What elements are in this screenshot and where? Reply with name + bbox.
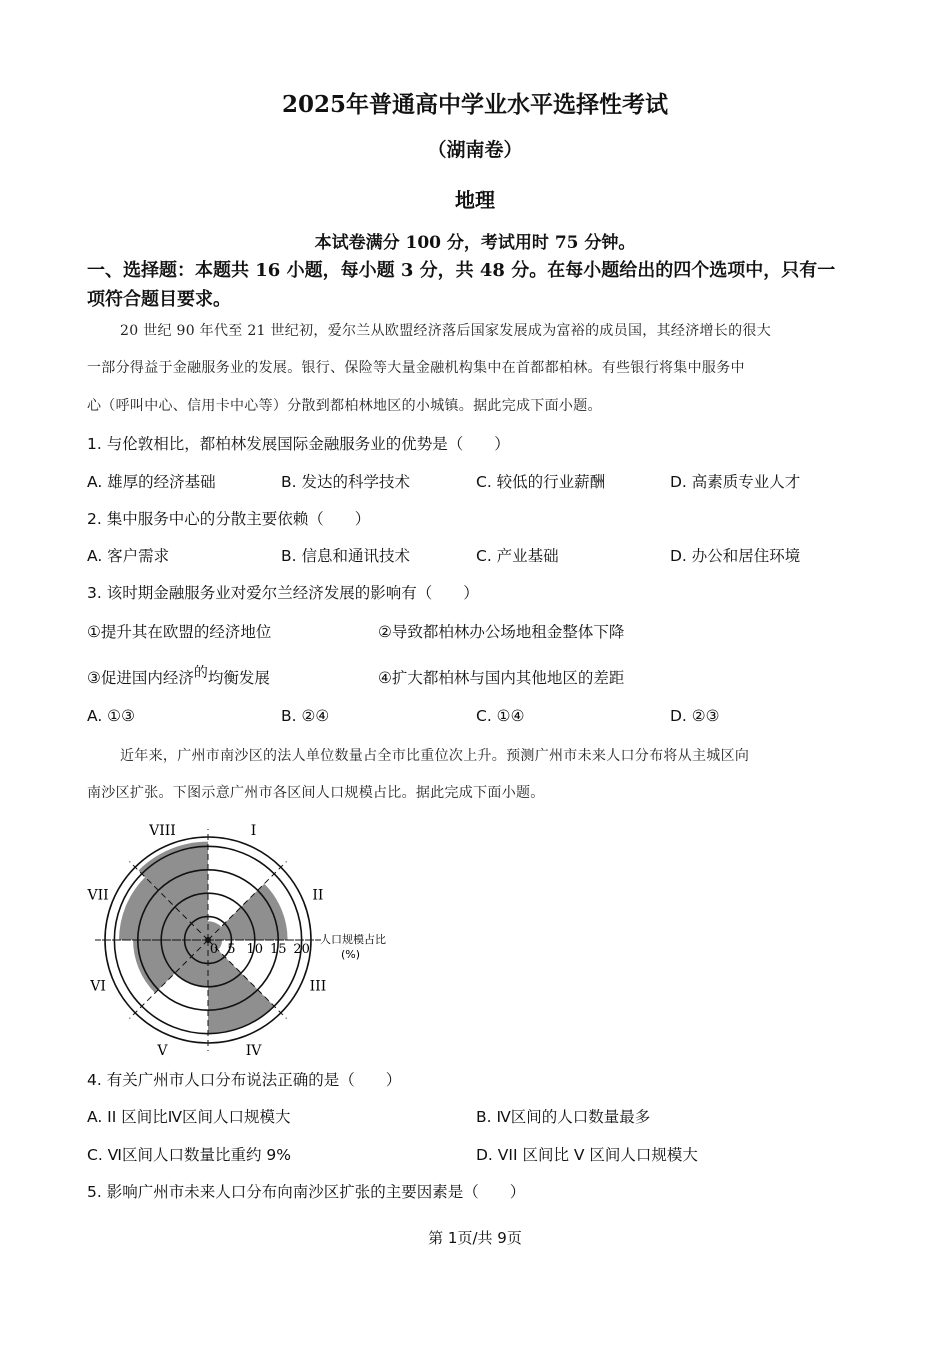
question-2-stem: 2. 集中服务中心的分散主要依赖（ ） [87,510,371,528]
question-2-option-b[interactable]: B. 信息和通讯技术 [281,547,410,565]
radial-tick-10: 10 [246,942,264,957]
radial-tick-0: 0 [209,942,219,957]
section-instructions-line1: 一、选择题：本题共 16 小题，每小题 3 分，共 48 分。在每小题给出的四个选项中，只有一 [87,260,836,281]
category-label-III: III [309,978,327,995]
passage1-line1: 20 世纪 90 年代至 21 世纪初，爱尔兰从欧盟经济落后国家发展成为富裕的成员国，其经济增长的很大 [120,323,771,339]
passage1-line3: 心（呼叫中心、信用卡中心等）分散到都柏林地区的小城镇。据此完成下面小题。 [87,398,602,414]
statement-3-part-b: 的 [193,665,208,681]
question-2-option-d[interactable]: D. 办公和居住环境 [670,547,801,565]
exam-subject: 地理 [455,188,495,212]
section-instructions-line2: 项符合题目要求。 [87,289,231,310]
question-2-option-a[interactable]: A. 客户需求 [87,547,170,565]
question-1-option-a[interactable]: A. 雄厚的经济基础 [87,473,216,491]
question-3-option-a[interactable]: A. ①③ [87,707,135,725]
passage2-line2: 南沙区扩张。下图示意广州市各区间人口规模占比。据此完成下面小题。 [87,785,545,801]
question-1-option-d[interactable]: D. 高素质专业人才 [670,473,801,491]
question-3-option-c[interactable]: C. ①④ [476,707,525,725]
question-3-option-d[interactable]: D. ②③ [670,707,720,725]
question-1-option-b[interactable]: B. 发达的科学技术 [281,473,410,491]
category-label-IV: IV [245,1042,262,1059]
question-3-statement-4: ④扩大都柏林与国内其他地区的差距 [378,669,625,687]
category-label-VII: VII [87,887,109,904]
population-share-polar-chart [87,823,410,1059]
polar-chart-svg [87,823,410,1059]
statement-3-part-a: ③促进国内经济 [87,669,194,687]
category-label-II: II [312,887,324,904]
sector-II [208,884,288,940]
question-3-option-b[interactable]: B. ②④ [281,707,330,725]
question-5-stem: 5. 影响广州市未来人口分布向南沙区扩张的主要因素是（ ） [87,1183,526,1201]
question-4-option-a[interactable]: A. II 区间比Ⅳ区间人口规模大 [87,1108,291,1126]
category-label-VIII: VIII [149,823,176,840]
axis-label-line1: 人口规模占比 [320,933,386,946]
exam-title: 2025年普通高中学业水平选择性考试 [281,91,668,118]
question-2-option-c[interactable]: C. 产业基础 [476,547,559,565]
page-number: 第 1页/共 9页 [428,1229,522,1247]
category-label-V: V [157,1042,168,1059]
question-1-option-c[interactable]: C. 较低的行业薪酬 [476,473,606,491]
radial-tick-20: 20 [293,942,310,957]
radial-tick-15: 15 [269,942,287,957]
passage2-line1: 近年来，广州市南沙区的法人单位数量占全市比重位次上升。预测广州市未来人口分布将从主城区向 [120,748,750,764]
statement-3-part-c: 均衡发展 [207,669,270,687]
question-3-statement-3 [87,666,270,688]
question-3-statement-1: ①提升其在欧盟的经济地位 [87,623,272,641]
radial-tick-5: 5 [227,942,236,957]
category-label-I: I [250,823,257,840]
question-1-stem: 1. 与伦敦相比，都柏林发展国际金融服务业的优势是（ ） [87,435,510,453]
question-4-option-c[interactable]: C. Ⅵ区间人口数量比重约 9% [87,1146,291,1164]
question-4-option-b[interactable]: B. Ⅳ区间的人口数量最多 [476,1108,651,1126]
question-3-stem: 3. 该时期金融服务业对爱尔兰经济发展的影响有（ ） [87,584,479,602]
category-label-VI: VI [90,978,106,995]
exam-info: 本试卷满分 100 分，考试用时 75 分钟。 [314,233,636,253]
axis-label-line2: (%) [341,948,361,961]
passage1-line2: 一部分得益于金融服务业的发展。银行、保险等大量金融机构集中在首都都柏林。有些银行将集中服务中 [87,360,745,376]
question-3-statement-2: ②导致都柏林办公场地租金整体下降 [378,623,625,641]
question-4-stem: 4. 有关广州市人口分布说法正确的是（ ） [87,1071,402,1089]
exam-region: （湖南卷） [427,139,523,161]
question-4-option-d[interactable]: D. VII 区间比 V 区间人口规模大 [476,1146,698,1164]
